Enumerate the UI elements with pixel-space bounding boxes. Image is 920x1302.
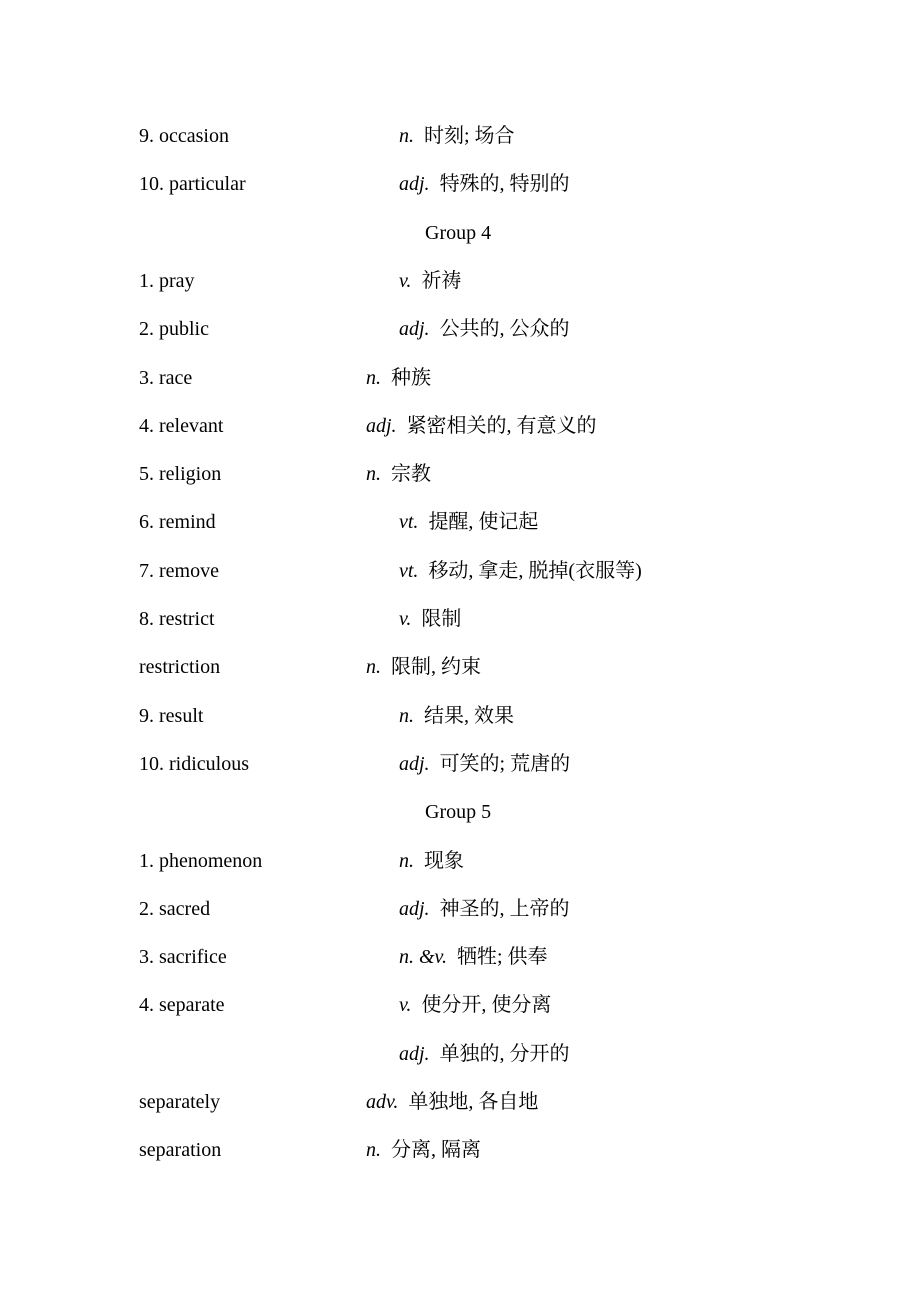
meaning: 紧密相关的, 有意义的 bbox=[406, 414, 597, 437]
vocab-definition bbox=[399, 169, 570, 199]
vocab-definition bbox=[399, 749, 570, 779]
vocab-word: 4. relevant bbox=[139, 414, 224, 437]
vocab-word: 3. race bbox=[139, 366, 193, 389]
vocab-entry bbox=[0, 266, 920, 296]
vocab-word: 3. sacrifice bbox=[139, 946, 227, 969]
vocab-word: 8. restrict bbox=[139, 608, 215, 630]
meaning: 公共的, 公众的 bbox=[439, 318, 570, 341]
vocab-word: separation bbox=[139, 1139, 222, 1162]
meaning: 限制 bbox=[421, 608, 462, 630]
vocab-entry bbox=[0, 749, 920, 779]
vocab-word: 2. public bbox=[139, 318, 209, 341]
meaning: 结果, 效果 bbox=[424, 704, 514, 727]
part-of-speech: n. bbox=[366, 366, 381, 389]
vocab-entry bbox=[0, 121, 920, 151]
vocab-definition bbox=[399, 556, 642, 586]
vocab-definition bbox=[366, 1135, 481, 1165]
vocab-definition bbox=[399, 507, 538, 537]
meaning: 单独的, 分开的 bbox=[439, 1042, 570, 1065]
group-heading-row bbox=[0, 797, 920, 827]
part-of-speech: adj. bbox=[399, 173, 430, 196]
vocab-definition bbox=[399, 846, 464, 876]
vocab-entry bbox=[0, 652, 920, 682]
vocab-entry bbox=[0, 1135, 920, 1165]
vocab-entry bbox=[0, 990, 920, 1020]
part-of-speech: v. bbox=[399, 269, 412, 292]
vocab-definition bbox=[399, 942, 548, 972]
vocab-entry bbox=[0, 314, 920, 344]
vocab-entry bbox=[0, 942, 920, 972]
vocab-entry bbox=[0, 1087, 920, 1117]
vocab-entry bbox=[0, 604, 920, 634]
part-of-speech: n. &v. bbox=[399, 946, 447, 969]
vocab-definition bbox=[399, 314, 570, 344]
part-of-speech: adj. bbox=[399, 318, 430, 341]
vocab-entry bbox=[0, 363, 920, 393]
vocab-word: 1. pray bbox=[139, 269, 195, 292]
vocab-definition bbox=[399, 121, 515, 151]
vocab-definition bbox=[366, 1087, 538, 1117]
meaning: 可笑的; 荒唐的 bbox=[439, 752, 571, 775]
vocab-word: separately bbox=[139, 1091, 221, 1113]
meaning: 使分开, 使分离 bbox=[421, 994, 552, 1017]
meaning: 现象 bbox=[424, 849, 464, 872]
vocab-word: 7. remove bbox=[139, 559, 219, 582]
part-of-speech: n. bbox=[366, 656, 381, 679]
vocab-word: 4. separate bbox=[139, 994, 225, 1017]
part-of-speech: v. bbox=[399, 608, 412, 630]
group-heading: Group 4 bbox=[425, 221, 492, 244]
part-of-speech: vt. bbox=[399, 559, 419, 582]
vocab-entry bbox=[0, 169, 920, 199]
vocab-word: 10. particular bbox=[139, 173, 246, 196]
part-of-speech: vt. bbox=[399, 511, 419, 534]
vocab-definition bbox=[399, 894, 570, 924]
vocab-word: 10. ridiculous bbox=[139, 752, 249, 775]
vocab-word: 6. remind bbox=[139, 511, 216, 534]
vocab-word: 5. religion bbox=[139, 463, 222, 486]
vocab-entry bbox=[0, 846, 920, 876]
meaning: 特殊的, 特别的 bbox=[439, 173, 570, 196]
meaning: 种族 bbox=[391, 366, 431, 389]
vocab-definition bbox=[399, 266, 461, 296]
part-of-speech: n. bbox=[366, 463, 381, 486]
meaning: 祈祷 bbox=[421, 269, 462, 292]
group-heading-row bbox=[0, 218, 920, 248]
part-of-speech: n. bbox=[366, 1139, 381, 1162]
vocab-entry bbox=[0, 1039, 920, 1069]
vocab-entry bbox=[0, 459, 920, 489]
part-of-speech: n. bbox=[399, 849, 414, 872]
meaning: 时刻; 场合 bbox=[424, 125, 515, 147]
vocab-definition bbox=[399, 701, 514, 731]
meaning: 神圣的, 上帝的 bbox=[439, 897, 570, 920]
meaning: 宗教 bbox=[391, 463, 431, 486]
vocab-word: restriction bbox=[139, 656, 221, 679]
part-of-speech: adj. bbox=[366, 414, 397, 437]
part-of-speech: n. bbox=[399, 704, 414, 727]
part-of-speech: adj. bbox=[399, 897, 430, 920]
part-of-speech: v. bbox=[399, 994, 412, 1017]
meaning: 限制, 约束 bbox=[391, 656, 481, 679]
part-of-speech: adj. bbox=[399, 1042, 430, 1065]
meaning: 分离, 隔离 bbox=[391, 1139, 481, 1162]
vocab-word: 2. sacred bbox=[139, 897, 211, 920]
meaning: 单独地, 各自地 bbox=[408, 1091, 539, 1113]
vocab-entry bbox=[0, 894, 920, 924]
vocab-word: 9. occasion bbox=[139, 125, 229, 147]
vocab-word: 1. phenomenon bbox=[139, 849, 263, 872]
vocab-definition bbox=[366, 652, 481, 682]
vocab-definition bbox=[366, 459, 431, 489]
meaning: 移动, 拿走, 脱掉(衣服等) bbox=[428, 559, 642, 582]
vocab-definition bbox=[399, 990, 551, 1020]
meaning: 提醒, 使记起 bbox=[428, 511, 539, 534]
part-of-speech: adv. bbox=[366, 1091, 399, 1113]
meaning: 牺牲; 供奉 bbox=[456, 946, 548, 969]
vocab-definition bbox=[399, 604, 461, 634]
vocab-entry bbox=[0, 411, 920, 441]
part-of-speech: n. bbox=[399, 125, 414, 147]
part-of-speech: adj. bbox=[399, 752, 430, 775]
vocab-definition bbox=[399, 1039, 570, 1069]
vocab-definition bbox=[366, 363, 431, 393]
vocab-entry bbox=[0, 556, 920, 586]
vocab-entry bbox=[0, 701, 920, 731]
vocab-definition bbox=[366, 411, 597, 441]
vocab-word: 9. result bbox=[139, 704, 204, 727]
group-heading: Group 5 bbox=[425, 801, 492, 824]
vocab-entry bbox=[0, 507, 920, 537]
